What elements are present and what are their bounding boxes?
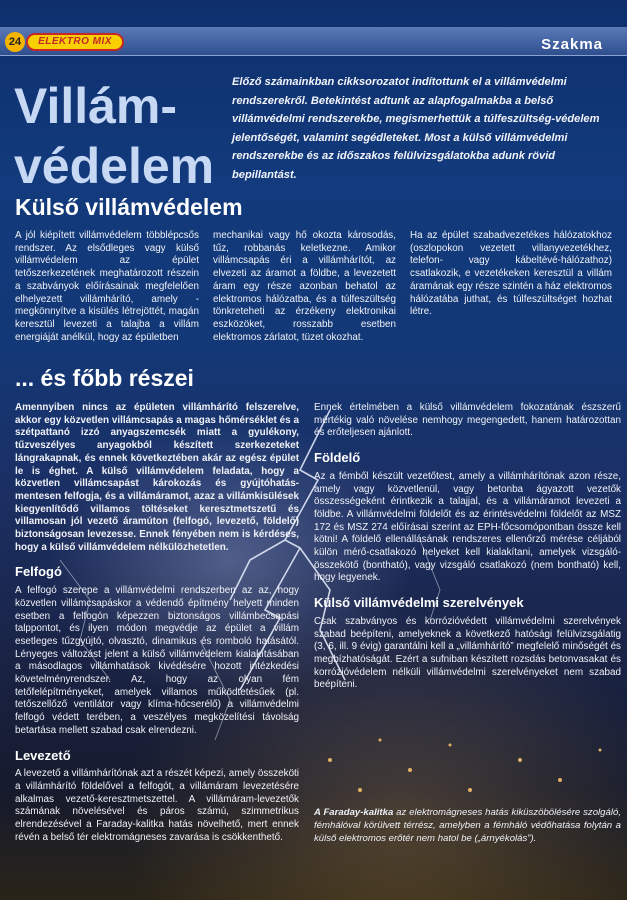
paragraph-intro-right: Ennek értelmében a külső villámvédelem fokozatának észszerű mértékig való növelése nemhogy megengedett, hanem határozottan és erőteljesen ajánlott. <box>314 402 621 439</box>
subheading-foldelo: Földelő <box>314 450 361 466</box>
brand-logo: ELEKTRO MIX <box>26 33 124 51</box>
caption-term: A Faraday-kalitka <box>314 807 394 818</box>
article-title <box>14 76 214 196</box>
paragraph: A jól kiépített villámvédelem többlépcsős rendszer. Az elsődleges vagy külső villámvédelem az épület tetőszerkezetének meghatározott részein a szabványok előírásainak megfelelően elhelyezett villámhárító, amely - megkönnyítve a kisülés létrejöttét, magán keresztül levezeti a talajba a villám energiáját anélkül, hogy az épületben <box>15 230 199 343</box>
section-heading-kulso: Külső villámvédelem <box>15 194 243 220</box>
paragraph-foldelo: Az a fémből készült vezetőtest, amely a villámhárítónak azon része, amely vagy közvetlenül, vagy betonba ágyazott vezetők összességeként érintkezik a talajjal, és a villámáramot levezeti a földbe. A villámvédelmi földelőt és az érintésvédelmi földelőt az MSZ 172 és MSZ 274 előírásai szerint az EPH-főcsomópontban össze kell kötni! A földelő ellenállásának rendszeres ellenőrző mérése céljából külön mérő-csatlakozó helyeket kell kialakítani, amelyek vizsgáló-összekötő (bontható), vagy vizsgáló csatlakozó (nem bontható) kell, hogy legyenek. <box>314 470 621 584</box>
subheading-felfogo: Felfogó <box>15 564 62 580</box>
text-column-left <box>15 402 299 845</box>
paragraph-szerelvenyek: Csak szabványos és korrózióvédett villámvédelmi szerelvények szabad beépíteni, amelyeknek a következő hatósági felülvizsgálatig (3, 6, ill. 9 évig) garantálni kell a „villámhárító” megfelelő minőségét és megbízhatóságát. Ezért a sufniban készített rozsdás betonvasakat és korrózióvédelem nélküli villámvédelmi szerelvényeket nem szabad beépíteni. <box>314 615 621 691</box>
title-line-2: védelem <box>14 138 215 194</box>
caption-text: az elektromágneses hatás kiküszöbölésére szolgáló, fémhálóval körülvett térrész, amelyben a fémháló védőhatása folytán a külső elektromos erőtér nem hatol be („árnyékolás”). <box>314 807 621 844</box>
paragraph-levezeto: A levezető a villámhárítónak azt a részét képezi, amely összeköti a villámhárító földelővel a felfogót, a villámáram levezetésére alkalmas vezető-keresztmetszettel. A villámáram-levezetők számának növelésével és páros számú, szimmetrikus elrendezésével a Faraday-kalitka hatás növelhető, mert ennek révén a belső tér elektromágneses zavarása is csökkenthető. <box>15 768 299 843</box>
section-label: Szakma <box>541 36 603 53</box>
paragraph-felfogo: A felfogó szerepe a villámvédelmi rendszerben az az, hogy közvetlen villámcsapáskor a védendő építmény helyett minden esetben a felfogón képezzen biztonságos villámbecsapási talppontot, és ilyen módon megvédje az épület a villám esetleges tűzgyújtó, olvasztó, dinamikus és romboló hatásától. Lényeges változást jelent a külső villámvédelem kialakításában a másodlagos villámhatások kivédésére hozott intézkedési követelményrendszer. Az, hogy az olyan fém tetőfelépítményeket, amelyek villamos működtetésűek (pl. tetőszellőző ventilátor vagy klíma-hőcserélő) a villámvédelmi felfogó védett terében, a veszélyes megközelítési távolság betartása mellett szabad csak elrendezni. <box>15 585 299 736</box>
text-column-1 <box>15 230 199 344</box>
text-column-2 <box>213 230 396 344</box>
image-caption <box>314 806 621 845</box>
page-number: 24 <box>5 32 25 52</box>
paragraph: mechanikai vagy hő okozta károsodás, tűz, robbanás keletkezne. Amikor villámcsapás éri a villámhárítót, az elvezeti az áramot a földbe, a levezetett áram egy része azonban behatol az elektromos hálózatba, és a túlfeszültség tönkreteheti az érzékeny elektronikai eszközöket, rosszabb esetben elektromos zárlatot, tüzet okozhat. <box>213 230 396 343</box>
section-heading-reszei: ... és főbb részei <box>15 365 194 391</box>
subheading-szerelvenyek: Külső villámvédelmi szerelvények <box>314 595 524 611</box>
title-line-1: Villám- <box>14 78 178 134</box>
intro-paragraph: Amennyiben nincs az épületen villámhárító felszerelve, akkor egy közvetlen villámcsapás a magas hőmérséklet és a szétpattanó izzó anyagszemcsék miatt a gyulékony, tűzveszélyes anyagokból készített szerkezeteket lángrakapnak, és ennek következtében akár az egész épület le is éghet. A külső villámvédelem feladata, hogy a közvetlen villámcsapást károkozás és gyújtóhatás-mentesen felfogja, és a villámáramot, azaz a villámkisülések kiegyenlítődő villamos töltéseket keresztmetszetű és villamosan jól vezető áramúton (felfogó, levezető, földelő) biztonságosan levezesse. Ennek fényében nem is kérdéses, hogy a külső villámvédelem nélkülözhetetlen. <box>15 402 299 553</box>
text-column-3 <box>410 230 612 319</box>
paragraph: Ha az épület szabadvezetékes hálózatokhoz (oszlopokon vezetett villanyvezetékhez, telefon- vagy kábeltévé-hálózathoz) csatlakozik, e vezetékeken keresztül a villám áramának egy része szintén a ház elektromos hálózatába juthat, és túlfeszültséget hozhat létre. <box>410 230 612 318</box>
lead-paragraph: Előző számainkban cikksorozatot indítottunk el a villámvédelmi rendszerekről. Betekintést adtunk az alapfogalmakba a belső villámvédelmi rendszerekbe, megismerhettük a túlfeszültség-védelem jelentőségét, valamint segédleteket. Most a külső villámvédelmi rendszerekbe és az időszakos felülvizsgálatokba adunk rövid bepillantást. <box>232 76 600 181</box>
subheading-levezeto: Levezető <box>15 747 71 763</box>
text-column-right <box>314 402 621 692</box>
